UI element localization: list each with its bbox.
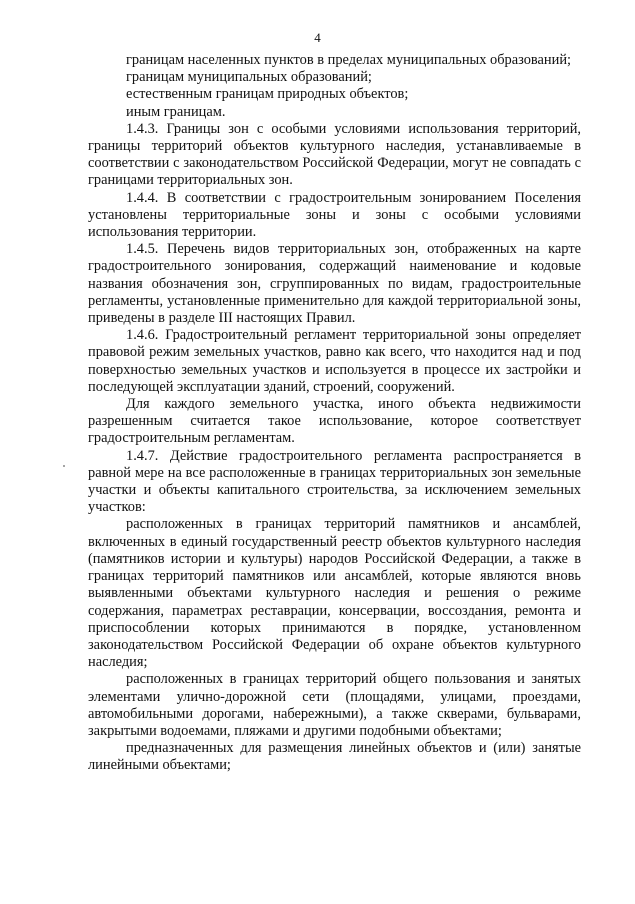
document-body — [88, 52, 581, 775]
paragraph: иным границам. — [126, 103, 226, 120]
scan-speck — [63, 465, 65, 467]
paragraph: 1.4.6. Градостроительный регламент территориальной зоны определяет правовой режим земельных участков, равно как всего, что находится над и под поверхностью земельных участков и используется в процессе их застройки и последующей эксплуатации зданий, строений, сооружений. — [88, 327, 581, 395]
paragraph: 1.4.3. Границы зон с особыми условиями использования территорий, границы территорий объектов культурного наследия, устанавливаемые в соответствии с законодательством Российской Федерации, могут не совпадать с границами территориальных зон. — [88, 120, 581, 189]
paragraph: естественным границам природных объектов; — [126, 86, 409, 103]
paragraph: 1.4.4. В соответствии с градостроительным зонированием Поселения установлены территориальные зоны и зоны с особыми условиями использования территории. — [88, 189, 581, 241]
paragraph: границам муниципальных образований; — [126, 69, 372, 86]
paragraph: Для каждого земельного участка, иного объекта недвижимости разрешенным считается такое использование, которое соответствует градостроительным регламентам. — [88, 396, 581, 447]
paragraph: расположенных в границах территорий общего пользования и занятых элементами улично-дорожной сети (площадями, улицами, проездами, автомобильными дорогами, набережными), а также скверами, бульварами, закрытыми водоемами, пляжами и другими подобными объектами; — [88, 671, 581, 739]
paragraph: 1.4.5. Перечень видов территориальных зон, отображенных на карте градостроительного зонирования, содержащий наименование и кодовые названия обозначения зон, сгруппированных по видам, градостроительные регламенты, установленные применительно для каждой территориальной зоны, приведены в разделе III настоящих Правил. — [88, 241, 581, 327]
paragraph: предназначенных для размещения линейных объектов и (или) занятые линейными объектами; — [88, 740, 581, 774]
paragraph: 1.4.7. Действие градостроительного регламента распространяется в равной мере на все расположенные в границах территориальных зон земельные участки и объекты капитального строительства, за исключением земельных участков: — [88, 447, 581, 516]
paragraph: расположенных в границах территорий памятников и ансамблей, включенных в единый государственный реестр объектов культурного наследия (памятников истории и культуры) народов Российской Федерации, а также в границах территорий памятников или ансамблей, которые являются вновь выявленными объектами культурного наследия и решения о режиме содержания, параметрах реставрации, консервации, воссоздания, ремонта и приспособлении которых принимаются в порядке, установленном законодательством Российской Федерации об охране объектов культурного наследия; — [88, 516, 581, 671]
page-number: 4 — [314, 30, 321, 45]
paragraph: границам населенных пунктов в пределах муниципальных образований; — [126, 52, 572, 68]
